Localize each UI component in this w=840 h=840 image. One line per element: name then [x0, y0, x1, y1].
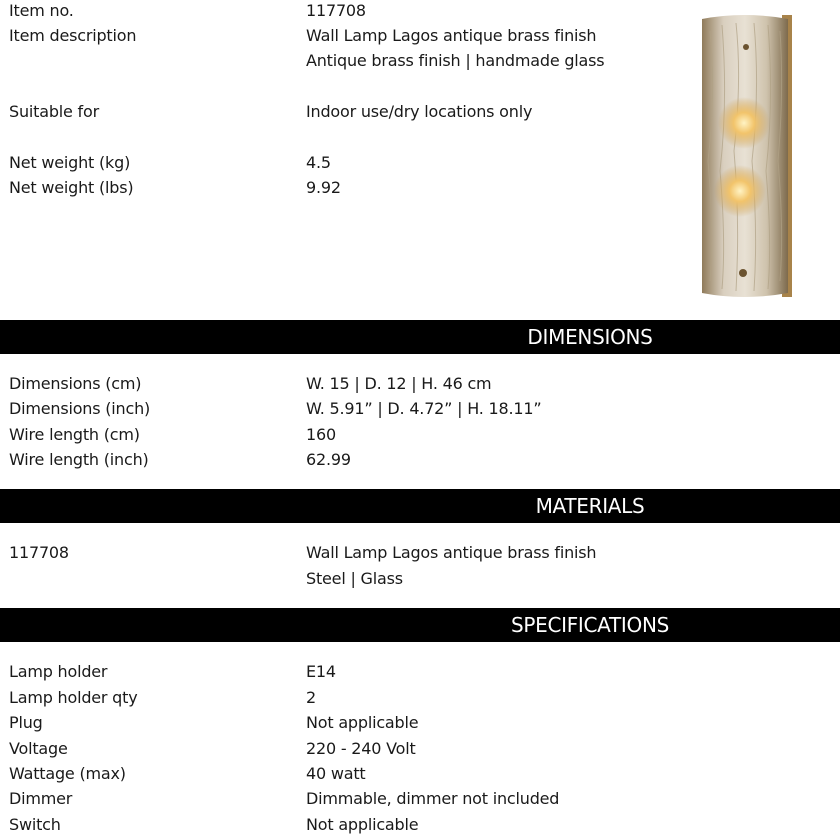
bulb-glow-bottom	[714, 165, 766, 217]
row-value: 2	[306, 688, 316, 707]
row-label: Wire length (inch)	[9, 450, 149, 469]
specifications-row	[0, 788, 840, 810]
specifications-row	[0, 712, 840, 734]
row-label: Net weight (kg)	[9, 153, 131, 172]
specifications-row	[0, 738, 840, 760]
specifications-header	[0, 608, 840, 642]
specifications-row	[0, 814, 840, 836]
dimensions-row	[0, 449, 840, 471]
row-value: Antique brass finish | handmade glass	[306, 51, 605, 70]
specifications-row	[0, 763, 840, 785]
row-label: Suitable for	[9, 102, 99, 121]
wall-lamp-image	[696, 11, 794, 301]
row-label: Dimmer	[9, 789, 73, 808]
row-value: 117708	[306, 1, 366, 20]
row-label: Net weight (lbs)	[9, 178, 134, 197]
dimensions-row	[0, 424, 840, 446]
row-value: Wall Lamp Lagos antique brass finish	[306, 26, 597, 45]
row-value: 4.5	[306, 153, 331, 172]
row-label: Wire length (cm)	[9, 425, 140, 444]
row-value: 9.92	[306, 178, 341, 197]
row-value: 40 watt	[306, 764, 366, 783]
section-heading: MATERIALS	[535, 494, 645, 518]
dimensions-row	[0, 398, 840, 420]
row-value: W. 5.91” | D. 4.72” | H. 18.11”	[306, 399, 542, 418]
materials-row	[0, 542, 840, 564]
row-label: Lamp holder	[9, 662, 108, 681]
row-value: Dimmable, dimmer not included	[306, 789, 560, 808]
materials-header	[0, 489, 840, 523]
row-label: Item no.	[9, 1, 74, 20]
mount-screw-bottom	[739, 269, 747, 277]
row-value: Not applicable	[306, 815, 419, 834]
row-label: Switch	[9, 815, 61, 834]
section-heading: SPECIFICATIONS	[510, 613, 670, 637]
row-value: W. 15 | D. 12 | H. 46 cm	[306, 374, 492, 393]
dimensions-row	[0, 373, 840, 395]
specifications-row	[0, 687, 840, 709]
row-label: Plug	[9, 713, 43, 732]
row-label: Wattage (max)	[9, 764, 126, 783]
row-value: 220 - 240 Volt	[306, 739, 416, 758]
dimensions-header	[0, 320, 840, 354]
row-value: Wall Lamp Lagos antique brass finish	[306, 543, 597, 562]
row-label: Lamp holder qty	[9, 688, 138, 707]
section-heading: DIMENSIONS	[527, 325, 653, 349]
row-label: Voltage	[9, 739, 68, 758]
row-label: 117708	[9, 543, 69, 562]
glass-shade	[702, 15, 788, 297]
row-label: Item description	[9, 26, 137, 45]
row-label: Dimensions (cm)	[9, 374, 142, 393]
row-label: Dimensions (inch)	[9, 399, 151, 418]
row-value: Steel | Glass	[306, 569, 403, 588]
row-value: Not applicable	[306, 713, 419, 732]
row-value: 62.99	[306, 450, 351, 469]
row-value: E14	[306, 662, 336, 681]
row-value: Indoor use/dry locations only	[306, 102, 533, 121]
specifications-row	[0, 661, 840, 683]
bulb-glow-top	[718, 97, 770, 149]
mount-screw-top	[743, 44, 749, 50]
materials-row	[0, 568, 840, 590]
row-value: 160	[306, 425, 336, 444]
